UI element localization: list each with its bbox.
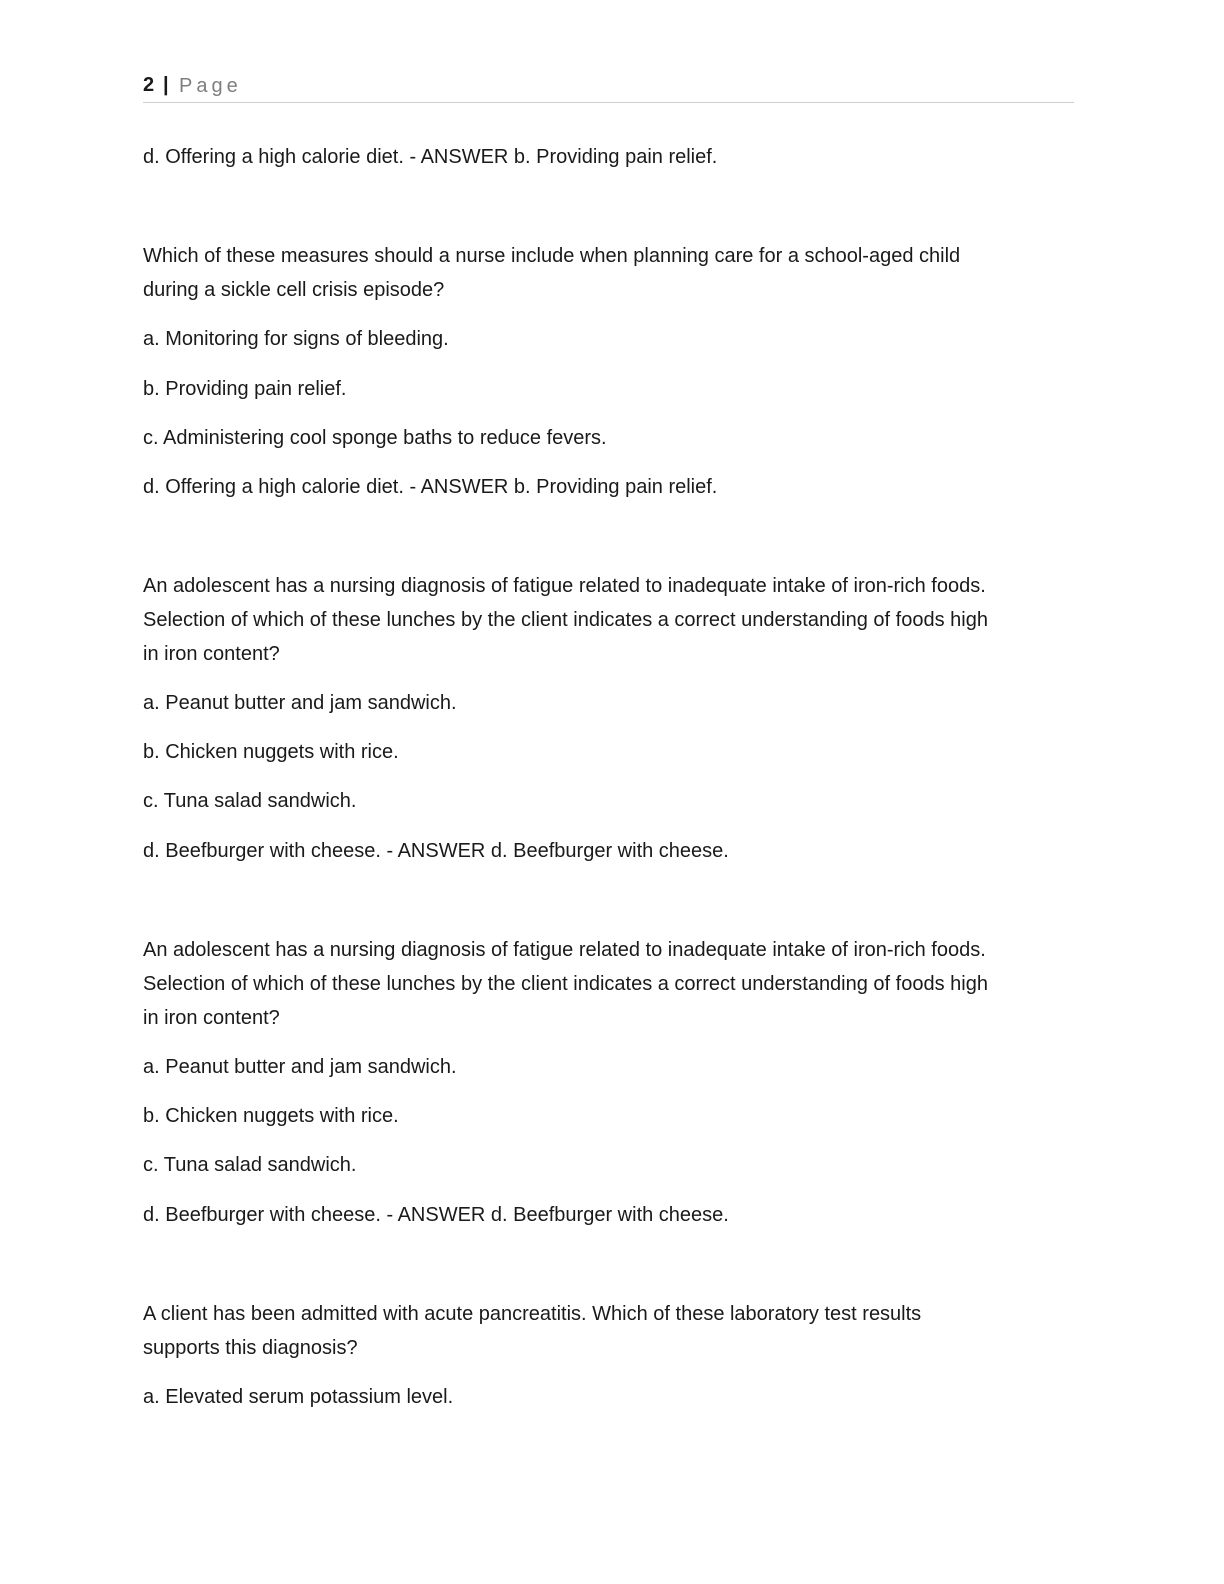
question-text: Which of these measures should a nurse include when planning care for a school-aged child <box>143 245 961 267</box>
option-text: b. Chicken nuggets with rice. <box>143 741 399 763</box>
option-text: b. Providing pain relief. <box>143 378 347 400</box>
question-text: An adolescent has a nursing diagnosis of fatigue related to inadequate intake of iron-rich foods. <box>143 939 986 961</box>
answer-line: d. Offering a high calorie diet. - ANSWER b. Providing pain relief. <box>143 476 718 498</box>
answer-line: d. Beefburger with cheese. - ANSWER d. Beefburger with cheese. <box>143 1204 729 1226</box>
option-text: a. Monitoring for signs of bleeding. <box>143 328 449 350</box>
option-text: c. Administering cool sponge baths to reduce fevers. <box>143 427 607 449</box>
option-text: c. Tuna salad sandwich. <box>143 1154 357 1176</box>
option-text: a. Peanut butter and jam sandwich. <box>143 692 457 714</box>
question-text: A client has been admitted with acute pancreatitis. Which of these laboratory test results <box>143 1303 922 1325</box>
page-header <box>143 72 1074 103</box>
option-text: a. Peanut butter and jam sandwich. <box>143 1056 457 1078</box>
option-text: c. Tuna salad sandwich. <box>143 790 357 812</box>
answer-line: d. Beefburger with cheese. - ANSWER d. Beefburger with cheese. <box>143 840 729 862</box>
option-text: b. Chicken nuggets with rice. <box>143 1105 399 1127</box>
question-text: An adolescent has a nursing diagnosis of fatigue related to inadequate intake of iron-rich foods. <box>143 575 986 597</box>
answer-line: d. Offering a high calorie diet. - ANSWER b. Providing pain relief. <box>143 146 718 168</box>
question-text: Selection of which of these lunches by the client indicates a correct understanding of foods high <box>143 973 988 995</box>
header-separator: | <box>163 74 169 96</box>
question-text: Selection of which of these lunches by the client indicates a correct understanding of foods high <box>143 609 988 631</box>
page-label: Page <box>179 75 242 97</box>
option-text: a. Elevated serum potassium level. <box>143 1386 454 1408</box>
question-text: supports this diagnosis? <box>143 1337 358 1359</box>
question-text: during a sickle cell crisis episode? <box>143 279 445 301</box>
question-text: in iron content? <box>143 1007 280 1029</box>
page-number: 2 <box>143 74 155 96</box>
question-text: in iron content? <box>143 643 280 665</box>
